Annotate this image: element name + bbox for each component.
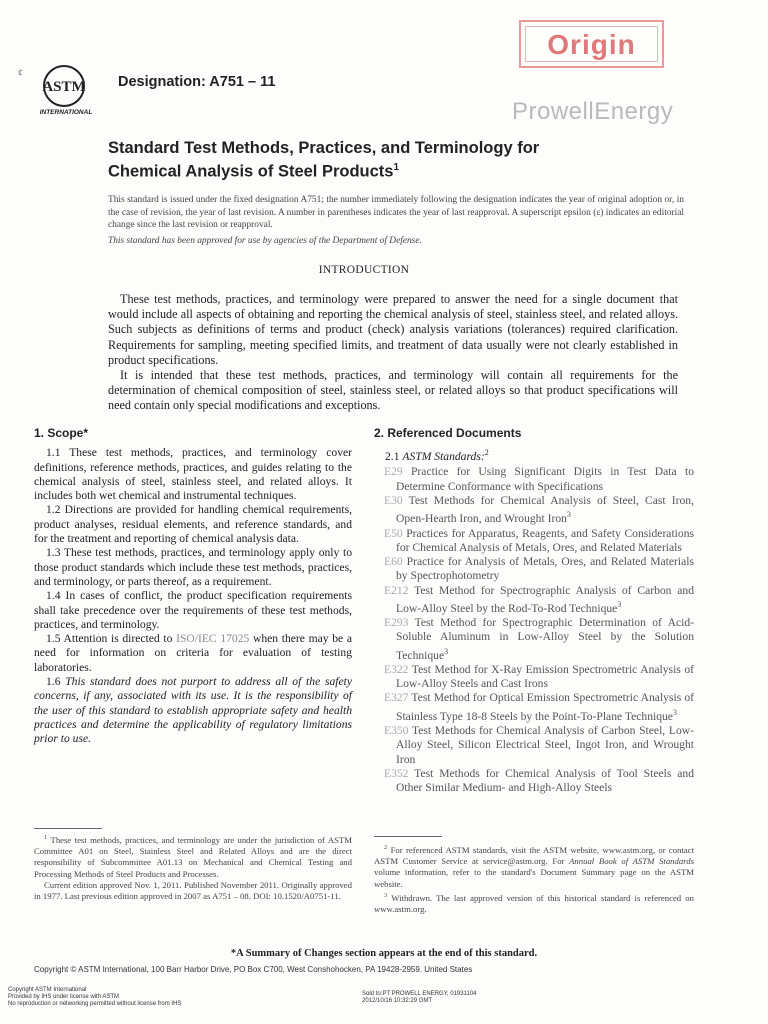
iso-reference-link[interactable]: ISO/IEC 17025 (176, 632, 250, 646)
reference-code-link[interactable]: E352 (384, 766, 409, 780)
astm-standards-subheading: 2.1 ASTM Standards:$^2$ (385, 448, 489, 464)
reference-code-link[interactable]: E350 (384, 723, 409, 737)
introduction-paragraph: It is intended that these test methods, practices, and terminology will contain all requirements for the determination of chemical composition of steel, stainless steel, or related alloys so that product specifications will need contain only special modifications and exceptions. (108, 368, 678, 413)
reference-code-link[interactable]: E293 (384, 616, 409, 630)
reference-code-link[interactable]: E50 (384, 526, 403, 540)
referenced-documents-section (374, 426, 694, 795)
introduction-paragraph: These test methods, practices, and terminology were prepared to answer the need for a single document that would include all aspects of obtaining and reporting the chemical analysis of steel, stainless steel, and related alloys. Such subjects as definitions of terms and product (check) analysis variations (tolerances) required clarification. Requirements for sampling, meeting specified limits, and treatment of data usually were not clearly established in product specifications. (108, 292, 678, 367)
reference-list (374, 465, 694, 795)
introduction-heading: INTRODUCTION (318, 264, 410, 276)
scope-paragraph: 1.4 In cases of conflict, the product specification requirements shall take precedence over the requirements of these test methods, practices, and terminology. (34, 589, 352, 631)
reference-item: E30 Test Methods for Chemical Analysis of Steel, Cast Iron, Open-Hearth Iron, and Wrought Iron$^3$ (384, 494, 694, 526)
reference-item: E322 Test Method for X-Ray Emission Spectrometric Analysis of Low-Alloy Steels and Cast Irons (384, 662, 694, 691)
summary-of-changes-note: *A Summary of Changes section appears at the end of this standard. (230, 948, 538, 959)
scope-paragraph: 1.2 Directions are provided for handling chemical requirements, product analyses, residual elements, and reference standards, and for the treatment and reporting of chemical analysis data. (34, 503, 352, 546)
reference-item: E352 Test Methods for Chemical Analysis of Tool Steels and Other Similar Medium- and High-Alloy Steels (384, 766, 694, 795)
copyright-line: Copyright © ASTM International, 100 Barr Harbor Drive, PO Box C700, West Conshohocken, PA 19428-2959. United States (34, 965, 473, 974)
title-footnote-mark: 1 (393, 162, 400, 173)
footnote-3: $^3$ Withdrawn. The last approved version of this historical standard is referenced on www.astm.org. (374, 891, 694, 914)
reference-item: E29 Practice for Using Significant Digits in Test Data to Determine Conformance with Specifications (384, 465, 694, 493)
footnotes-right (374, 842, 694, 915)
sold-to-note: Sold to:PT PROWELL ENERGY, 01931104 2012/10/16 10:32:29 GMT (362, 991, 477, 1005)
introduction-body (108, 292, 678, 414)
reference-item: E327 Test Method for Optical Emission Spectrometric Analysis of Stainless Type 18-8 Steels by the Point-To-Plane Technique$^3$ (384, 691, 694, 723)
reference-code-link[interactable]: E29 (384, 465, 403, 479)
logo-subtext: INTERNATIONAL (39, 109, 93, 116)
stamp-text: Origin (547, 29, 636, 60)
reference-item: E212 Test Method for Spectrographic Analysis of Carbon and Low-Alloy Steel by the Rod-To-Rod Technique$^3$ (384, 583, 694, 615)
footnote-1: $^1$ These test methods, practices, and terminology are under the jurisdiction of ASTM Committee A01 on Steel, Stainless Steel and Related Alloys and are the direct responsibility of Subcommittee A01.13 on Mechanical and Chemical Testing and Processing Methods of Steel Products and Processes. (34, 834, 352, 879)
reference-item: E60 Practice for Analysis of Metals, Ores, and Related Materials by Spectrophotometry (384, 555, 694, 583)
footnote-rule (374, 836, 442, 837)
scope-paragraph: 1.5 Attention is directed to ISO/IEC 17025 when there may be a need for information on criteria for evaluation of testing laboratories. (34, 632, 352, 674)
company-watermark: ProwellEnergy (512, 98, 674, 125)
scope-heading: 1. Scope* (34, 426, 89, 440)
logo-text: ASTM (42, 79, 86, 95)
title-line-1: Standard Test Methods, Practices, and Terminology for (108, 139, 540, 157)
document-title (108, 138, 668, 182)
footnote-2: $^2$ For referenced ASTM standards, visit the ASTM website, www.astm.org, or contact ASTM Customer Service at service@astm.org. For Annual Book of ASTM Standards volume information, refer to the standard's Document Summary page on the ASTM website. (374, 844, 694, 889)
safety-caveat: 1.6 This standard does not purport to address all of the safety concerns, if any, associated with its use. It is the responsibility of the user of this standard to establish appropriate safety and health practices and determine the applicability of regulatory limitations prior to use. (34, 675, 352, 746)
defense-approval-note: This standard has been approved for use by agencies of the Department of Defense. (108, 236, 422, 246)
issuance-note: This standard is issued under the fixed designation A751; the number immediately following the designation indicates the year of original adoption or, in the case of revision, the year of last revision. A number in parentheses indicates the year of last reapproval. A superscript epsilon (ε) indicates an editorial change since the last revision or reapproval. (108, 195, 684, 230)
scope-paragraph: 1.3 These test methods, practices, and terminology apply only to those product standards which include these test methods, practices, and terminology, or parts thereof, as a requirement. (34, 546, 352, 588)
reference-code-link[interactable]: E60 (384, 555, 403, 569)
reference-code-link[interactable]: E212 (384, 583, 409, 597)
scope-paragraph: 1.1 These test methods, practices, and terminology cover definitions, reference methods, practices, and guides relating to the chemical analysis of steel, stainless steel, and related alloys. It includes both wet chemical and instrumental techniques. (34, 446, 352, 503)
scope-section (34, 426, 352, 747)
designation: Designation: A751 – 11 (118, 74, 276, 90)
corner-mark: ¢ (18, 68, 23, 79)
astm-logo (36, 62, 102, 118)
reference-code-link[interactable]: E327 (384, 691, 409, 705)
footnotes-left (34, 832, 352, 902)
reference-code-link[interactable]: E322 (384, 662, 409, 676)
ihs-license-note: Copyright ASTM International Provided by IHS under license with ASTM No reproduction or networking permitted without license from IHS (8, 987, 182, 1008)
referenced-documents-heading: 2. Referenced Documents (374, 426, 522, 440)
reference-item: E50 Practices for Apparatus, Reagents, and Safety Considerations for Chemical Analysis of Metals, Ores, and Related Materials (384, 526, 694, 554)
origin-stamp (519, 20, 664, 68)
reference-item: E350 Test Methods for Chemical Analysis of Carbon Steel, Low-Alloy Steel, Silicon Electrical Steel, Ingot Iron, and Wrought Iron (384, 723, 694, 766)
footnote-edition: Current edition approved Nov. 1, 2011. Published November 2011. Originally approved in 1977. Last previous edition approved in 2007 as A751 – 08. DOI: 10.1520/A0751-11. (34, 879, 352, 901)
reference-code-link[interactable]: E30 (384, 494, 403, 508)
footnote-rule (34, 828, 102, 829)
title-line-2: Chemical Analysis of Steel Products$^1$ (108, 162, 400, 181)
reference-item: E293 Test Method for Spectrographic Determination of Acid-Soluble Aluminum in Low-Alloy Steel by the Solution Technique$^3$ (384, 616, 694, 662)
